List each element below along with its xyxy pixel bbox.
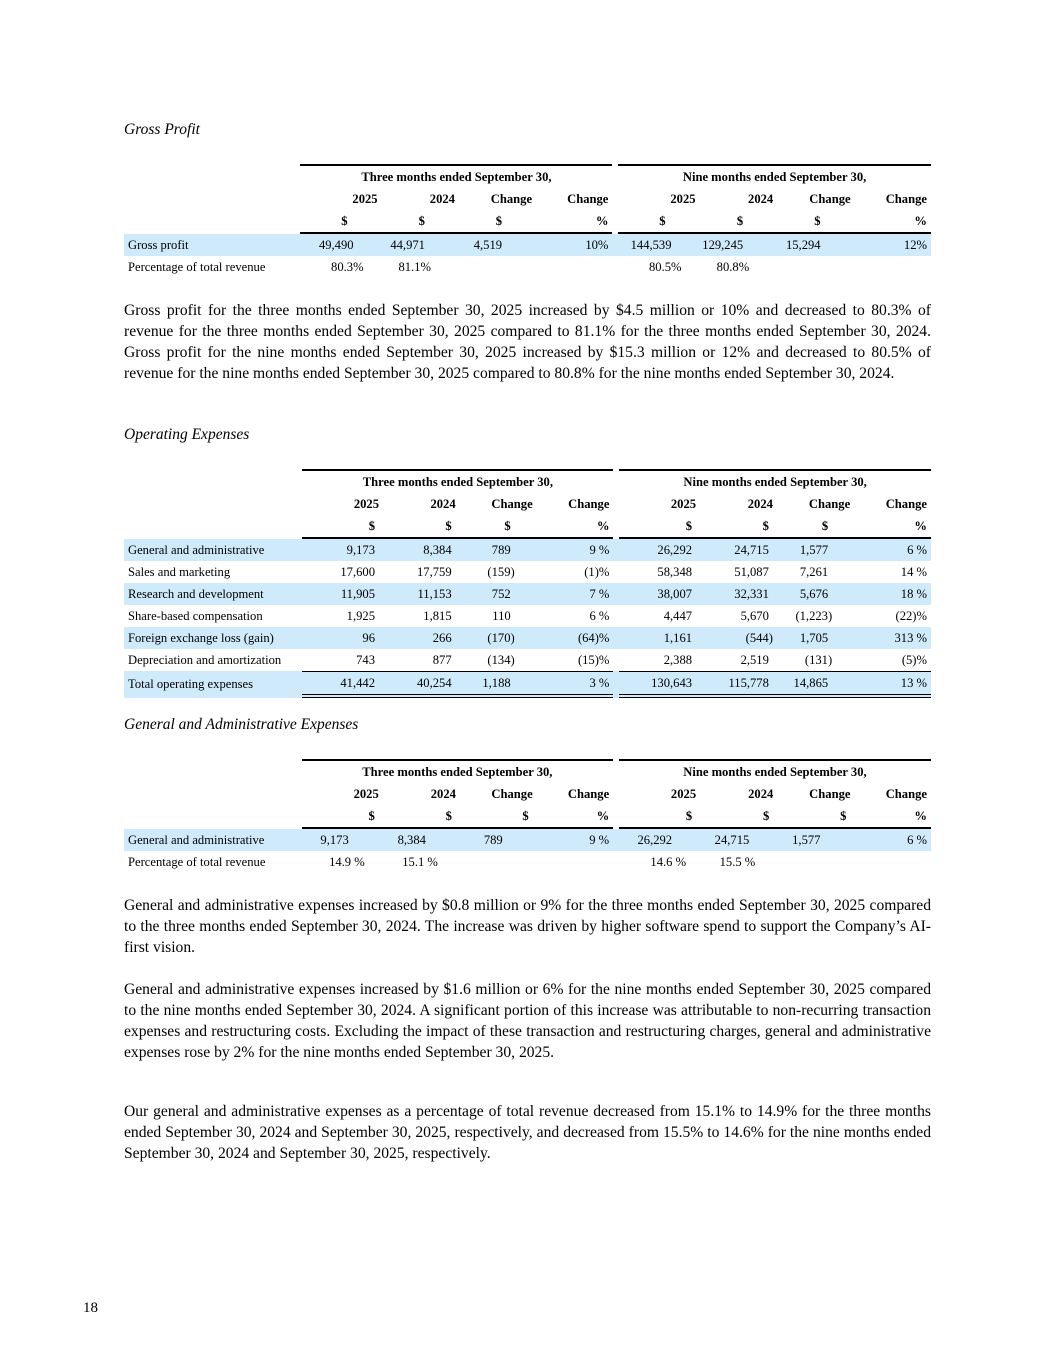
unit-header: $	[379, 805, 456, 829]
table-row-total	[124, 671, 931, 698]
col-header: Change	[567, 786, 610, 801]
cell: (1,223)	[795, 608, 833, 623]
col-header: 2024	[429, 191, 455, 206]
unit-header: %	[850, 515, 931, 539]
cell: (544)	[696, 627, 773, 649]
unit-header: $	[696, 805, 773, 829]
unit-header: $	[773, 805, 850, 829]
unit-header: $	[456, 515, 533, 539]
cell: 110	[492, 608, 511, 623]
row-label: Gross profit	[124, 234, 300, 256]
cell: 49,490	[300, 234, 377, 256]
header-nine-months: Nine months ended September 30,	[618, 164, 931, 188]
gross-profit-paragraph: Gross profit for the three months ended September 30, 2025 increased by $4.5 million or 10% and decreased to 80.3% of revenue for the three months ended September 30, 2025 compared to 81.1% for the three months ended September 30, 2024. Gross profit for the nine months ended September 30, 2025 increased by $15.3 million or 12% and decreased to 80.5% of revenue for the nine months ended September 30, 2025 compared to 80.8% for the nine months ended September 30, 2024.	[124, 302, 931, 382]
row-label: Research and development	[124, 583, 302, 605]
cell: 15.5 %	[719, 854, 756, 869]
cell	[532, 256, 612, 278]
section-title-operating-expenses: Operating Expenses	[124, 426, 250, 443]
cell: 5,670	[740, 608, 769, 623]
ga-paragraph-2: General and administrative expenses increased by $1.6 million or 6% for the nine months ended September 30, 2025 compared to the nine months ended September 30, 2024. A significant portion of this increase was attributable to non-recurring transaction expenses and restructuring costs. Excluding the impact of these transaction and restructuring charges, general and administrative expenses rose by 2% for the nine months ended September 30, 2025.	[124, 981, 931, 1061]
cell: 9 %	[533, 539, 614, 561]
table-row	[124, 561, 931, 583]
cell: 14.9 %	[329, 854, 365, 869]
cell: (15)%	[577, 652, 610, 667]
table-row	[124, 851, 931, 873]
col-header: Change	[809, 191, 851, 206]
col-header: Change	[491, 496, 533, 511]
cell: 3 %	[533, 671, 614, 698]
cell: (1)%	[584, 564, 610, 579]
header-nine-months: Nine months ended September 30,	[619, 759, 931, 783]
unit-header: $	[619, 515, 696, 539]
cell: 7,261	[799, 564, 829, 579]
cell: 8,384	[379, 829, 456, 851]
unit-header: $	[455, 210, 532, 234]
ga-expenses-table	[124, 759, 931, 873]
cell: 1,577	[773, 829, 850, 851]
table-row	[124, 829, 931, 851]
col-header: Change	[885, 786, 927, 801]
col-header: 2025	[670, 496, 697, 511]
cell: 1,705	[773, 627, 850, 649]
cell: 789	[456, 829, 533, 851]
cell: 9,173	[302, 829, 379, 851]
cell: 17,759	[417, 564, 452, 579]
cell: 1,188	[456, 671, 533, 698]
cell: 1,815	[423, 608, 452, 623]
cell: (5)%	[901, 652, 927, 667]
cell: 743	[356, 652, 375, 667]
cell: 1,161	[619, 627, 696, 649]
cell: (131)	[804, 652, 833, 667]
cell	[850, 851, 931, 873]
cell: (22)%	[895, 608, 927, 623]
cell: 789	[456, 539, 533, 561]
col-header: Change	[567, 191, 609, 206]
col-header: Change	[885, 191, 927, 206]
cell: 9 %	[533, 829, 613, 851]
operating-expenses-table	[124, 469, 931, 698]
section-title-ga-expenses: General and Administrative Expenses	[124, 716, 359, 733]
unit-header: $	[300, 210, 377, 234]
table-row	[124, 539, 931, 561]
header-nine-months: Nine months ended September 30,	[619, 469, 931, 493]
cell: 144,539	[618, 234, 695, 256]
cell: 6 %	[850, 539, 931, 561]
cell: 80.5%	[649, 259, 682, 274]
cell: 14.6 %	[650, 854, 687, 869]
table-row	[124, 605, 931, 627]
table-row	[124, 256, 931, 278]
unit-header: %	[850, 805, 931, 829]
col-header: 2024	[747, 496, 773, 511]
header-three-months: Three months ended September 30,	[302, 759, 614, 783]
cell: 313 %	[850, 627, 931, 649]
unit-header: $	[378, 210, 455, 234]
unit-header: $	[773, 515, 850, 539]
cell	[773, 851, 850, 873]
unit-header: $	[618, 210, 695, 234]
cell: 80.8%	[716, 259, 750, 274]
unit-header: %	[533, 515, 614, 539]
unit-header: $	[379, 515, 456, 539]
cell: 12%	[851, 234, 931, 256]
cell	[773, 256, 850, 278]
cell: 2,388	[663, 652, 693, 667]
unit-header: $	[302, 515, 379, 539]
cell	[455, 256, 532, 278]
cell: 11,153	[379, 583, 456, 605]
cell: 18 %	[850, 583, 931, 605]
cell: 115,778	[696, 671, 773, 698]
unit-header: $	[456, 805, 533, 829]
ga-paragraph-3: Our general and administrative expenses as a percentage of total revenue decreased from 15.1% to 14.9% for the three months ended September 30, 2024 and September 30, 2025, respectively, and decreased from 15.5% to 14.6% for the nine months ended September 30, 2024 and September 30, 2025, respectively.	[124, 1103, 931, 1162]
row-label: General and administrative	[124, 829, 302, 851]
ga-paragraph-1: General and administrative expenses increased by $0.8 million or 9% for the three months ended September 30, 2025 compared to the three months ended September 30, 2024. The increase was driven by higher software spend to support the Company’s AI-first vision.	[124, 897, 931, 956]
unit-header: $	[302, 805, 379, 829]
cell: 26,292	[619, 539, 696, 561]
cell: 7 %	[533, 583, 614, 605]
cell: 6 %	[850, 829, 931, 851]
cell: 8,384	[379, 539, 456, 561]
cell: 1,925	[346, 608, 375, 623]
cell: 14,865	[773, 671, 850, 698]
cell: 58,348	[657, 564, 693, 579]
cell: 38,007	[619, 583, 696, 605]
cell: 129,245	[696, 234, 774, 256]
cell: 15,294	[773, 234, 850, 256]
page-number: 18	[83, 1300, 98, 1316]
table-row	[124, 649, 931, 671]
cell	[851, 256, 931, 278]
table-row	[124, 234, 931, 256]
cell: 15.1 %	[402, 854, 438, 869]
col-header: Change	[568, 496, 610, 511]
col-header: 2025	[670, 191, 696, 206]
header-three-months: Three months ended September 30,	[302, 469, 613, 493]
col-header: 2025	[352, 191, 378, 206]
cell: 10%	[532, 234, 612, 256]
cell: 14 %	[900, 564, 927, 579]
col-header: 2024	[430, 496, 456, 511]
col-header: 2025	[353, 786, 379, 801]
header-three-months: Three months ended September 30,	[300, 164, 612, 188]
cell: (159)	[487, 564, 515, 579]
cell: 9,173	[302, 539, 379, 561]
cell: 81.1%	[398, 259, 431, 274]
cell: 4,519	[455, 234, 532, 256]
cell: 6 %	[589, 608, 610, 623]
cell: 80.3%	[331, 259, 364, 274]
cell: (170)	[456, 627, 533, 649]
cell: 26,292	[619, 829, 696, 851]
col-header: Change	[491, 786, 533, 801]
col-header: Change	[885, 496, 927, 511]
cell: 752	[456, 583, 533, 605]
cell: 32,331	[696, 583, 773, 605]
cell: 2,519	[740, 652, 769, 667]
unit-header: $	[696, 515, 773, 539]
row-label: General and administrative	[124, 539, 302, 561]
row-label: Share-based compensation	[128, 608, 263, 623]
cell: 11,905	[302, 583, 379, 605]
unit-header: %	[533, 805, 613, 829]
gross-profit-table	[124, 164, 931, 278]
row-label: Percentage of total revenue	[128, 259, 266, 274]
unit-header: $	[773, 210, 850, 234]
cell: 40,254	[379, 671, 456, 698]
row-label: Depreciation and amortization	[128, 652, 282, 667]
cell: (64)%	[533, 627, 614, 649]
section-title-gross-profit: Gross Profit	[124, 121, 200, 138]
cell: 41,442	[302, 671, 379, 698]
cell: 266	[379, 627, 456, 649]
col-header: 2024	[748, 191, 774, 206]
row-label: Percentage of total revenue	[128, 854, 266, 869]
cell: 130,643	[619, 671, 696, 698]
col-header: 2024	[430, 786, 456, 801]
cell: 877	[432, 652, 452, 667]
cell: 51,087	[734, 564, 769, 579]
col-header: Change	[809, 786, 851, 801]
row-label: Foreign exchange loss (gain)	[124, 627, 302, 649]
cell: 5,676	[773, 583, 850, 605]
row-label: Sales and marketing	[128, 564, 231, 579]
cell: 4,447	[663, 608, 693, 623]
cell	[533, 851, 613, 873]
col-header: 2024	[748, 786, 774, 801]
col-header: Change	[808, 496, 851, 511]
unit-header: $	[696, 210, 774, 234]
row-label: Total operating expenses	[124, 671, 302, 698]
unit-header: $	[619, 805, 696, 829]
col-header: 2025	[353, 496, 379, 511]
cell	[456, 851, 533, 873]
cell: 24,715	[696, 539, 773, 561]
table-row	[124, 583, 931, 605]
table-row	[124, 627, 931, 649]
unit-header: %	[851, 210, 931, 234]
col-header: Change	[490, 191, 533, 206]
cell: 96	[302, 627, 379, 649]
cell: 24,715	[696, 829, 773, 851]
cell: (134)	[487, 652, 515, 667]
col-header: 2025	[670, 786, 697, 801]
cell: 13 %	[850, 671, 931, 698]
cell: 1,577	[773, 539, 850, 561]
cell: 44,971	[378, 234, 455, 256]
unit-header: %	[532, 210, 612, 234]
cell: 17,600	[340, 564, 375, 579]
